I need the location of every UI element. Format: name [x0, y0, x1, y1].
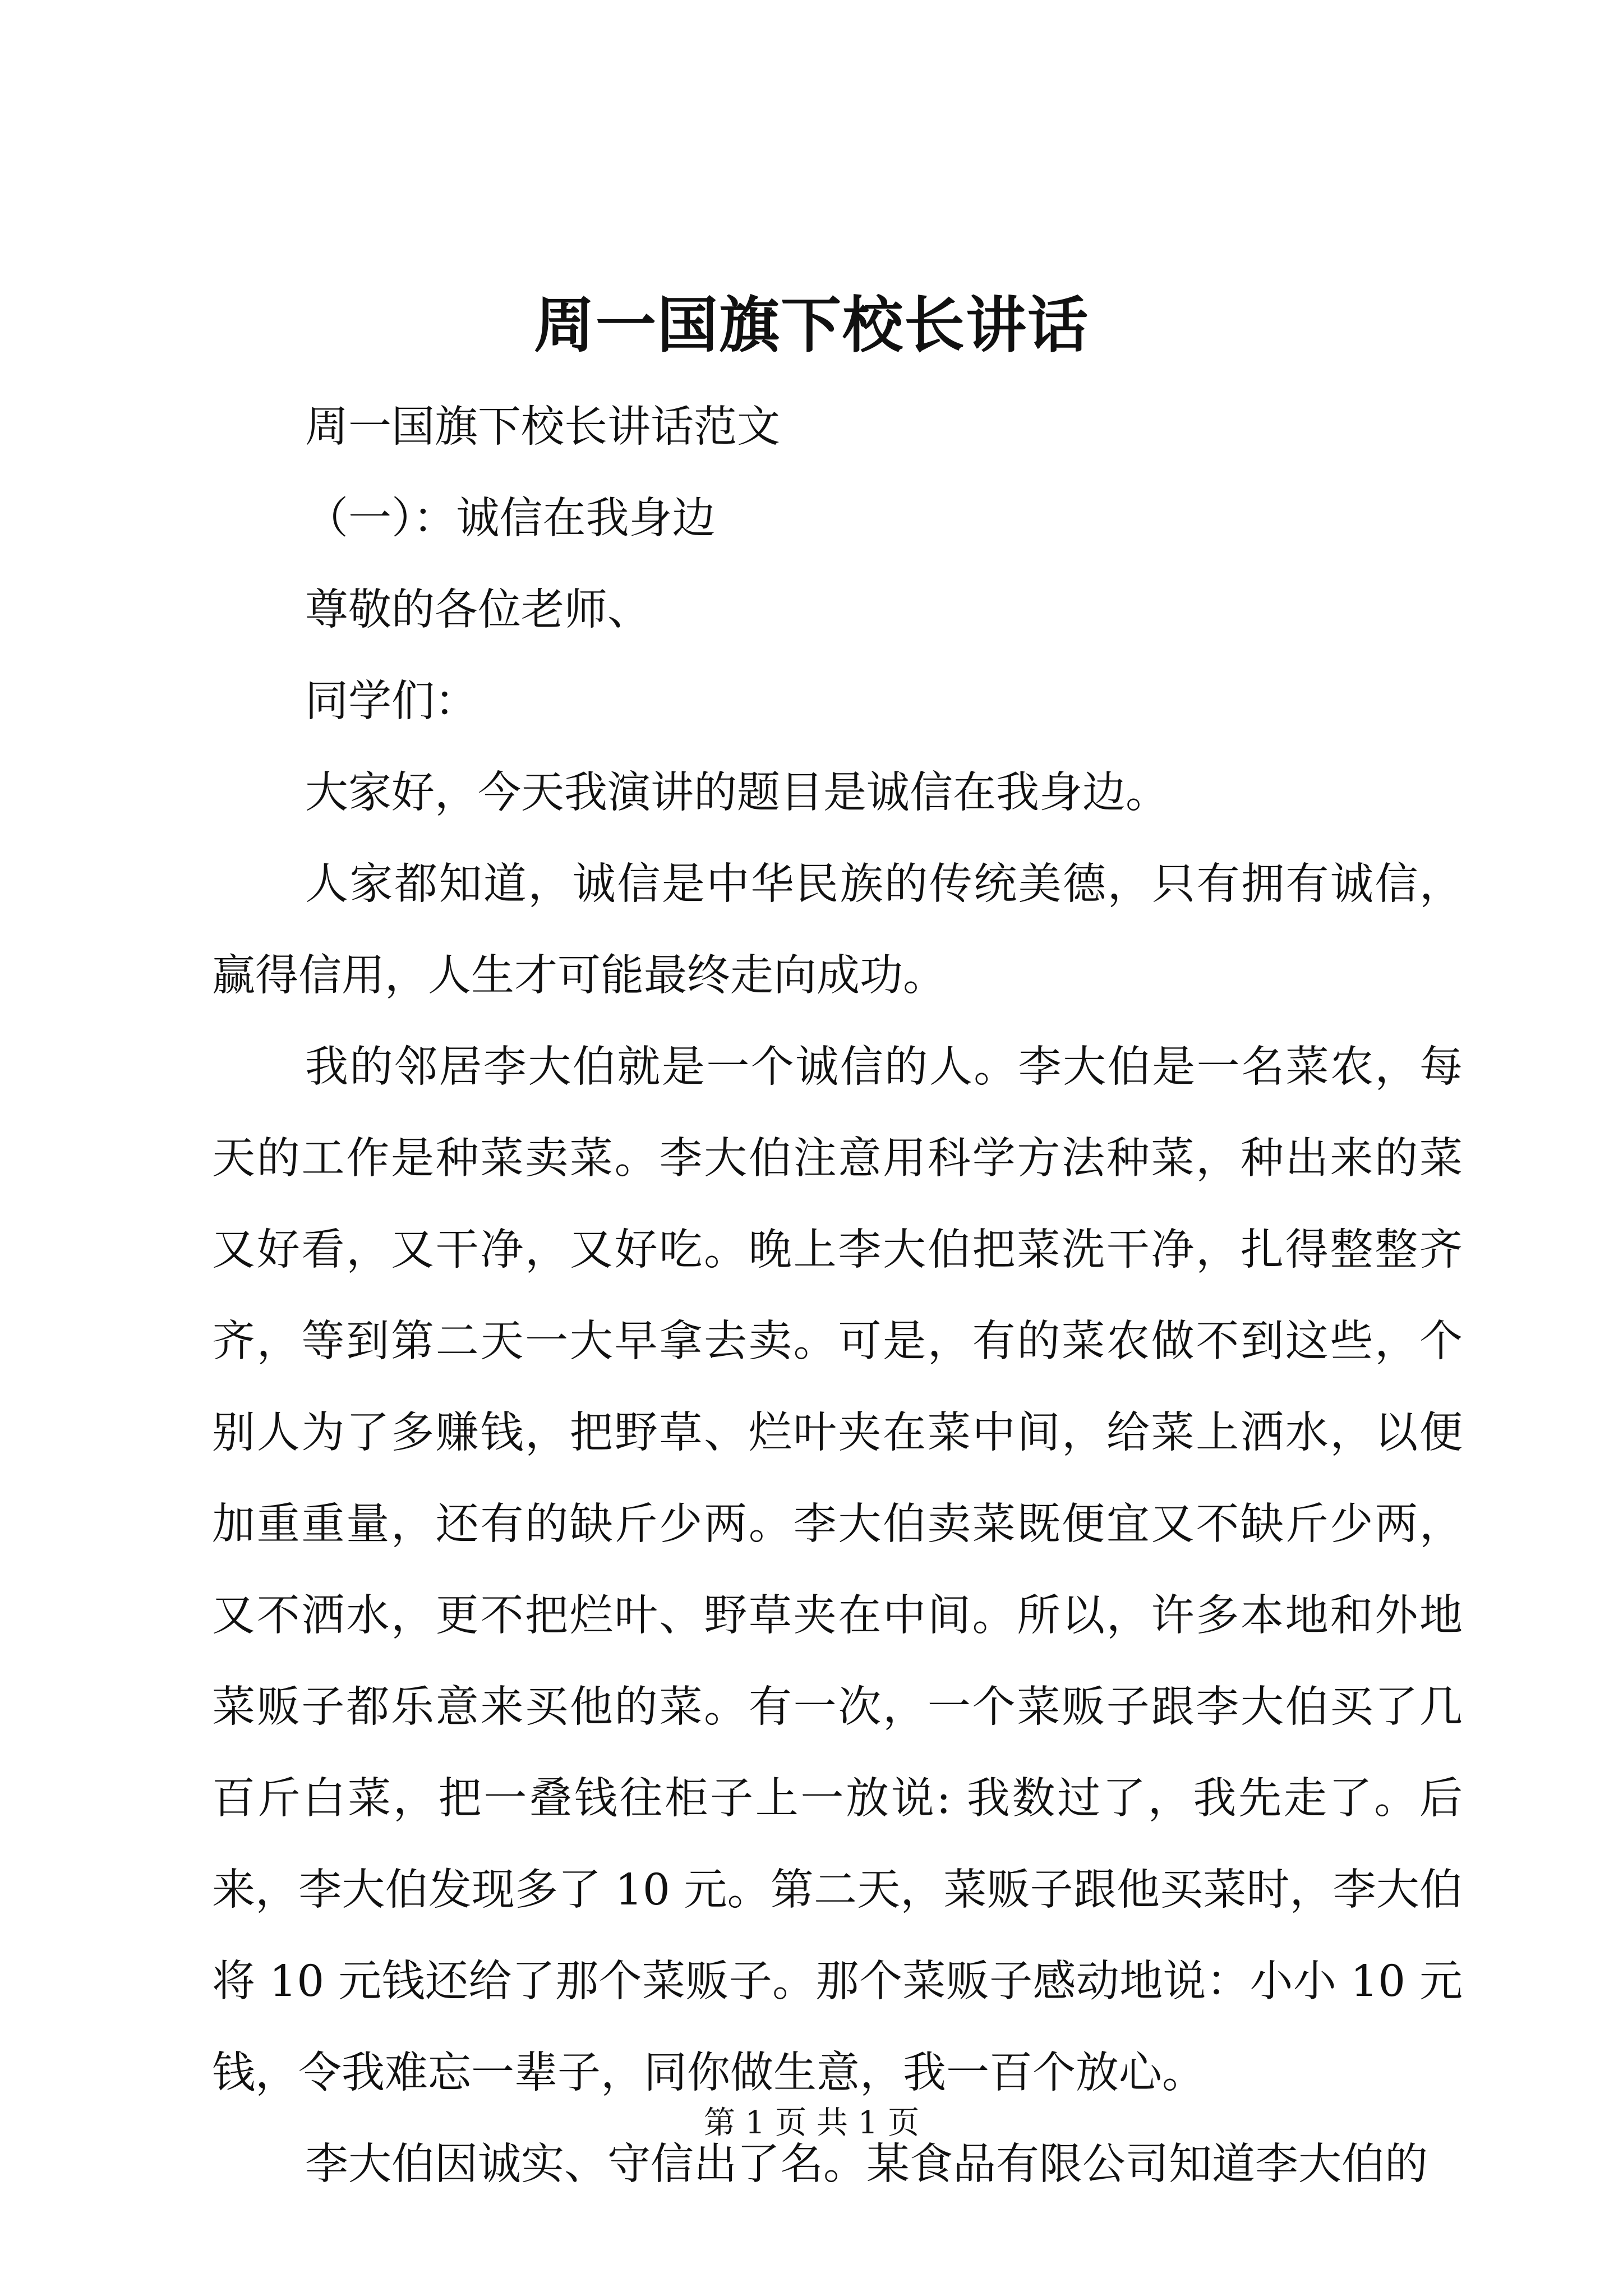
paragraph-section-heading: （一）：诚信在我身边: [305, 494, 716, 544]
document-body: [212, 381, 1463, 2210]
paragraph-introduction: 人家都知道，诚信是中华民族的传统美德，只有拥有诚信，赢得信用，人生才可能最终走向成功。: [212, 859, 1463, 1001]
paragraph-subtitle: 周一国旗下校长讲话范文: [305, 402, 780, 452]
paragraph-salutation-students: 同学们：: [305, 677, 478, 726]
page-footer: 第 1 页 共 1 页: [703, 2105, 920, 2141]
paragraph-salutation-teachers: 尊敬的各位老师、: [305, 585, 651, 635]
paragraph-continuation: 李大伯因诚实、守信出了名。某食品有限公司知道李大伯的: [305, 2139, 1428, 2189]
paragraph-greeting: 大家好，今天我演讲的题目是诚信在我身边。: [305, 768, 1169, 818]
document-title: 周一国旗下校长讲话: [533, 290, 1089, 361]
paragraph-story: 我的邻居李大伯就是一个诚信的人。李大伯是一名菜农，每天的工作是种菜卖菜。李大伯注意用科学方法种菜，种出来的菜又好看，又干净，又好吃。晚上李大伯把菜洗干净，扎得整整齐齐，等到第二天一大早拿去卖。可是，有的菜农做不到这些，个别人为了多赚钱，把野草、烂叶夹在菜中间，给菜上洒水，以便加重重量，还有的缺斤少两。李大伯卖菜既便宜又不缺斤少两，又不洒水，更不把烂叶、野草夹在中间。所以，许多本地和外地菜贩子都乐意来买他的菜。有一次，一个菜贩子跟李大伯买了几百斤白菜，把一叠钱往柜子上一放说: 我数过了，我先走了。后来，李大伯发现多了 10 元。第二天，菜贩子跟他买菜时，李大伯将 10 元钱还给了那个菜贩子。那个菜贩子感动地说：小小 10 元钱，令我难忘一辈子，同你做生意，我一百个放心。: [212, 1042, 1463, 2098]
